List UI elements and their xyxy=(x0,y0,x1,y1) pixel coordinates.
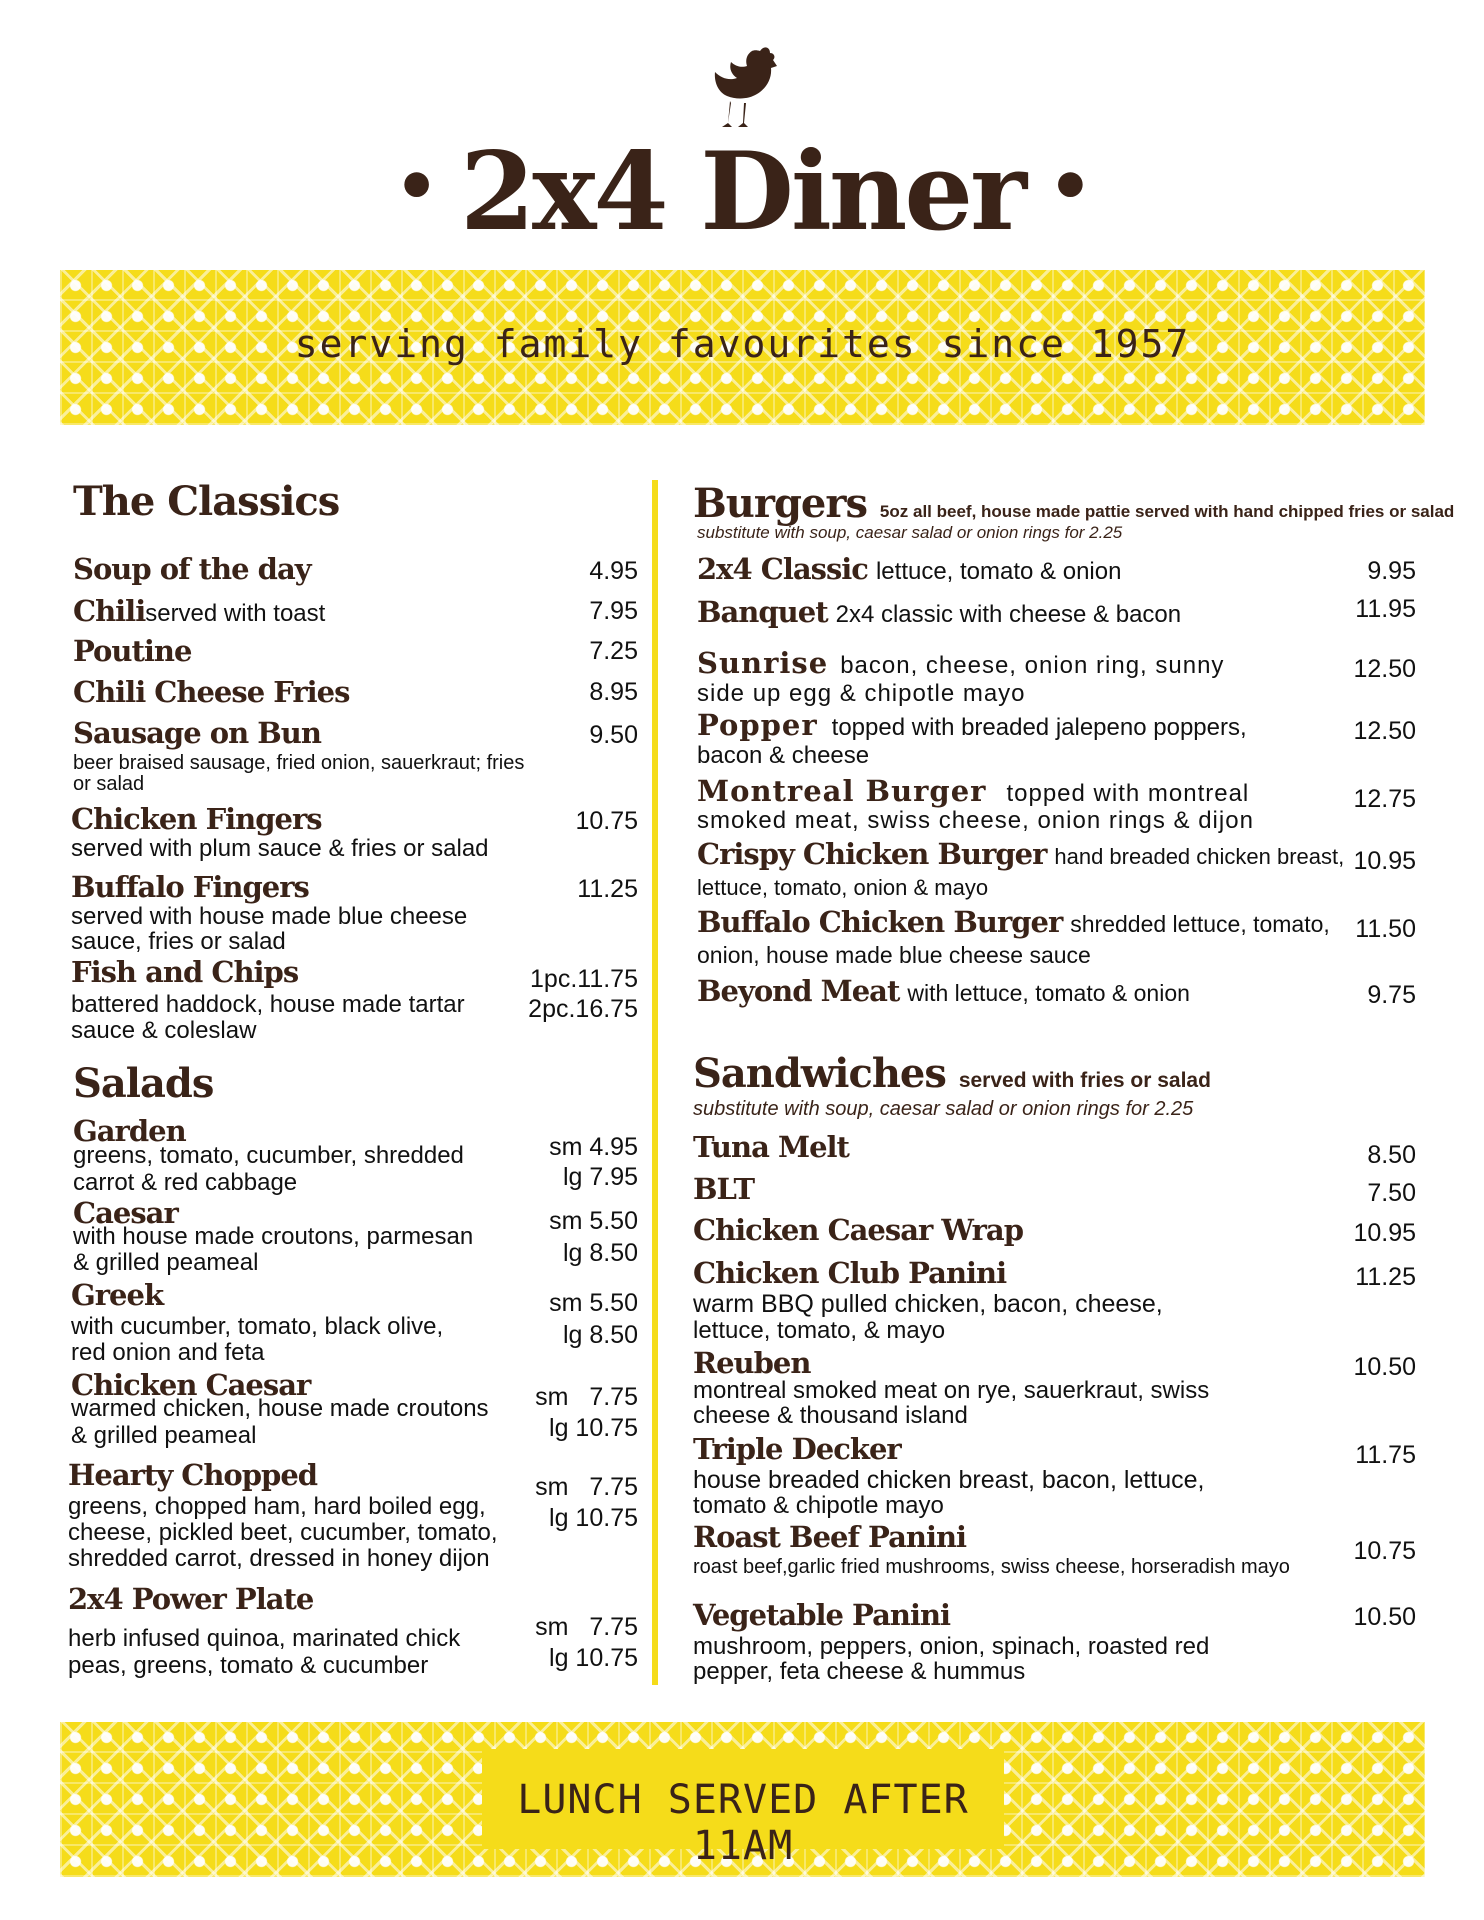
classics-desc-chicken-fingers: served with plum sauce & fries or salad xyxy=(71,835,489,862)
tagline-banner xyxy=(60,270,1425,425)
classics-item-poutine: Poutine xyxy=(73,634,192,668)
title-bullet-right: • xyxy=(1048,145,1090,228)
salads-price-power-2: lg 10.75 xyxy=(549,1644,638,1672)
sandwiches-price-tuna-melt: 8.50 xyxy=(1367,1141,1416,1169)
classics-desc-buffalo-fingers-2: sauce, fries or salad xyxy=(71,928,286,955)
burgers-desc-sunrise: side up egg & chipotle mayo xyxy=(697,680,1026,707)
sandwiches-price-chicken-caesar-wrap: 10.95 xyxy=(1353,1219,1416,1247)
sandwiches-price-blt: 7.50 xyxy=(1367,1179,1416,1207)
salads-item-greek: Greek xyxy=(71,1278,164,1312)
section-heading-classics: The Classics xyxy=(73,478,340,525)
footer-banner xyxy=(60,1722,1425,1877)
lunch-notice: LUNCH SERVED AFTER 11AM xyxy=(517,1777,969,1869)
burgers-item-classic: 2x4 Classic lettuce, tomato & onion xyxy=(697,552,1122,586)
sandwiches-item-roast-beef: Roast Beef Panini xyxy=(693,1520,967,1554)
sandwiches-desc-chicken-club-2: lettuce, tomato, & mayo xyxy=(693,1317,946,1344)
classics-item-soup: Soup of the day xyxy=(73,552,311,586)
salads-desc-caesar-1: with house made croutons, parmesan xyxy=(73,1223,474,1250)
salads-price-caesar-2: lg 8.50 xyxy=(562,1239,638,1267)
classics-price-chili-cheese-fries: 8.95 xyxy=(589,678,638,706)
salads-desc-power-1: herb infused quinoa, marinated chick xyxy=(68,1625,461,1652)
salads-desc-chicken-caesar-1: warmed chicken, house made croutons xyxy=(71,1395,489,1422)
salads-item-power-plate: 2x4 Power Plate xyxy=(68,1582,314,1616)
salads-price-greek-1: sm 5.50 xyxy=(549,1289,638,1317)
title-bullet-left: • xyxy=(394,145,436,228)
sandwiches-item-triple-decker: Triple Decker xyxy=(693,1432,901,1466)
salads-desc-hearty-2: cheese, pickled beet, cucumber, tomato, xyxy=(68,1519,498,1546)
sandwiches-desc-roast-beef: roast beef,garlic fried mushrooms, swiss cheese, horseradish mayo xyxy=(693,1556,1290,1578)
salads-desc-chicken-caesar-2: & grilled peameal xyxy=(71,1422,257,1449)
burgers-price-popper: 12.50 xyxy=(1353,717,1416,745)
burgers-item-beyond-meat: Beyond Meat with lettuce, tomato & onion xyxy=(697,974,1190,1008)
classics-price-fish-1: 1pc.11.75 xyxy=(530,965,638,993)
sandwiches-desc-vegetable-1: mushroom, peppers, onion, spinach, roasted red xyxy=(693,1633,1210,1660)
salads-price-power-1: sm 7.75 xyxy=(535,1613,638,1641)
classics-desc-sausage-2: or salad xyxy=(73,773,145,795)
sandwiches-price-chicken-club: 11.25 xyxy=(1355,1263,1416,1291)
salads-price-chicken-caesar-2: lg 10.75 xyxy=(549,1414,638,1442)
sandwiches-sub-note: substitute with soup, caesar salad or onion rings for 2.25 xyxy=(693,1098,1194,1120)
burgers-price-banquet: 11.95 xyxy=(1355,595,1416,623)
burgers-item-banquet: Banquet 2x4 classic with cheese & bacon xyxy=(697,595,1182,629)
burgers-item-popper: Popper topped with breaded jalepeno poppers, xyxy=(697,708,1247,742)
salads-desc-caesar-2: & grilled peameal xyxy=(73,1249,259,1276)
title-text: 2x4 Diner xyxy=(459,129,1025,255)
sandwiches-desc-triple-decker-1: house breaded chicken breast, bacon, lettuce, xyxy=(693,1466,1205,1494)
salads-price-hearty-1: sm 7.75 xyxy=(535,1473,638,1501)
section-heading-burgers: Burgers 5oz all beef, house made pattie served with hand chipped fries or salad xyxy=(693,480,1455,527)
sandwiches-desc-reuben-2: cheese & thousand island xyxy=(693,1402,968,1429)
sandwiches-desc-triple-decker-2: tomato & chipotle mayo xyxy=(693,1492,944,1519)
salads-desc-power-2: peas, greens, tomato & cucumber xyxy=(68,1652,429,1679)
restaurant-title xyxy=(0,122,1484,257)
burgers-sub-note: substitute with soup, caesar salad or onion rings for 2.25 xyxy=(697,523,1123,542)
burgers-price-beyond-meat: 9.75 xyxy=(1367,981,1416,1009)
classics-item-sausage: Sausage on Bun xyxy=(73,716,321,750)
classics-price-poutine: 7.25 xyxy=(589,637,638,665)
classics-price-buffalo-fingers: 11.25 xyxy=(577,875,638,903)
salads-item-chicken-caesar: Chicken Caesar xyxy=(71,1368,311,1402)
salads-item-hearty-chopped: Hearty Chopped xyxy=(68,1458,318,1492)
sandwiches-desc-vegetable-2: pepper, feta cheese & hummus xyxy=(693,1658,1026,1685)
burgers-price-sunrise: 12.50 xyxy=(1353,655,1416,683)
burgers-price-crispy-chicken: 10.95 xyxy=(1353,847,1416,875)
burgers-price-classic: 9.95 xyxy=(1367,557,1416,585)
classics-item-chili: Chiliserved with toast xyxy=(73,594,326,628)
sandwiches-item-blt: BLT xyxy=(693,1172,755,1206)
burgers-item-crispy-chicken: Crispy Chicken Burger hand breaded chicken breast, xyxy=(697,837,1345,871)
classics-price-chicken-fingers: 10.75 xyxy=(575,807,638,835)
salads-desc-greek-2: red onion and feta xyxy=(71,1339,265,1366)
sandwiches-price-triple-decker: 11.75 xyxy=(1355,1441,1416,1469)
salads-price-caesar-1: sm 5.50 xyxy=(549,1207,638,1235)
classics-desc-fish-1: battered haddock, house made tartar xyxy=(71,991,465,1018)
classics-desc-fish-2: sauce & coleslaw xyxy=(71,1017,257,1044)
classics-price-sausage: 9.50 xyxy=(589,721,638,749)
classics-item-chicken-fingers: Chicken Fingers xyxy=(71,802,322,836)
sandwiches-price-reuben: 10.50 xyxy=(1353,1353,1416,1381)
burgers-price-buffalo-chicken: 11.50 xyxy=(1355,915,1416,943)
salads-item-caesar: Caesar xyxy=(73,1196,178,1230)
classics-item-chili-cheese-fries: Chili Cheese Fries xyxy=(73,675,350,709)
salads-desc-garden-2: carrot & red cabbage xyxy=(73,1169,298,1196)
classics-price-fish-2: 2pc.16.75 xyxy=(528,995,638,1023)
salads-price-garden-2: lg 7.95 xyxy=(562,1163,638,1191)
salads-price-garden-1: sm 4.95 xyxy=(549,1133,638,1161)
column-divider xyxy=(652,480,658,1685)
salads-desc-hearty-3: shredded carrot, dressed in honey dijon xyxy=(68,1545,490,1572)
sandwiches-desc-chicken-club-1: warm BBQ pulled chicken, bacon, cheese, xyxy=(693,1290,1163,1318)
sandwiches-item-chicken-caesar-wrap: Chicken Caesar Wrap xyxy=(693,1213,1023,1247)
sandwiches-price-roast-beef: 10.75 xyxy=(1353,1537,1416,1565)
burgers-desc-buffalo-chicken: onion, house made blue cheese sauce xyxy=(697,942,1091,968)
burgers-item-buffalo-chicken: Buffalo Chicken Burger shredded lettuce, tomato, xyxy=(697,905,1330,939)
classics-item-buffalo-fingers: Buffalo Fingers xyxy=(71,870,309,904)
lunch-notice-box xyxy=(482,1749,1004,1869)
sandwiches-item-chicken-club: Chicken Club Panini xyxy=(693,1256,1007,1290)
salads-price-greek-2: lg 8.50 xyxy=(562,1321,638,1349)
burgers-item-montreal: Montreal Burger topped with montreal xyxy=(697,774,1250,808)
classics-item-fish-and-chips: Fish and Chips xyxy=(71,955,299,989)
burgers-note: 5oz all beef, house made pattie served with hand chipped fries or salad xyxy=(879,502,1455,521)
salads-price-chicken-caesar-1: sm 7.75 xyxy=(535,1383,638,1411)
sandwiches-item-vegetable: Vegetable Panini xyxy=(693,1598,951,1632)
classics-price-chili: 7.95 xyxy=(589,597,638,625)
burgers-desc-crispy-chicken: lettuce, tomato, onion & mayo xyxy=(697,875,989,900)
sandwiches-item-reuben: Reuben xyxy=(693,1346,811,1380)
burgers-item-sunrise: Sunrise bacon, cheese, onion ring, sunny xyxy=(697,646,1225,680)
burgers-price-montreal: 12.75 xyxy=(1353,785,1416,813)
classics-price-soup: 4.95 xyxy=(589,557,638,585)
sandwiches-item-tuna-melt: Tuna Melt xyxy=(693,1130,849,1164)
burgers-desc-montreal: smoked meat, swiss cheese, onion rings & dijon xyxy=(697,807,1254,834)
section-heading-sandwiches: Sandwiches served with fries or salad xyxy=(693,1050,1211,1097)
salads-desc-hearty-1: greens, chopped ham, hard boiled egg, xyxy=(68,1493,486,1520)
salads-desc-greek-1: with cucumber, tomato, black olive, xyxy=(71,1313,444,1340)
salads-item-garden: Garden xyxy=(73,1114,186,1148)
burgers-desc-popper: bacon & cheese xyxy=(697,742,870,769)
section-heading-salads: Salads xyxy=(73,1060,214,1107)
classics-desc-buffalo-fingers-1: served with house made blue cheese xyxy=(71,903,468,930)
classics-desc-sausage-1: beer braised sausage, fried onion, sauerkraut; fries xyxy=(73,752,525,774)
salads-price-hearty-2: lg 10.75 xyxy=(549,1504,638,1532)
sandwiches-note: served with fries or salad xyxy=(958,1069,1211,1092)
sandwiches-desc-reuben-1: montreal smoked meat on rye, sauerkraut, swiss xyxy=(693,1377,1210,1404)
salads-desc-garden-1: greens, tomato, cucumber, shredded xyxy=(73,1142,464,1169)
sandwiches-price-vegetable: 10.50 xyxy=(1353,1603,1416,1631)
tagline: serving family favourites since 1957 xyxy=(294,322,1191,366)
